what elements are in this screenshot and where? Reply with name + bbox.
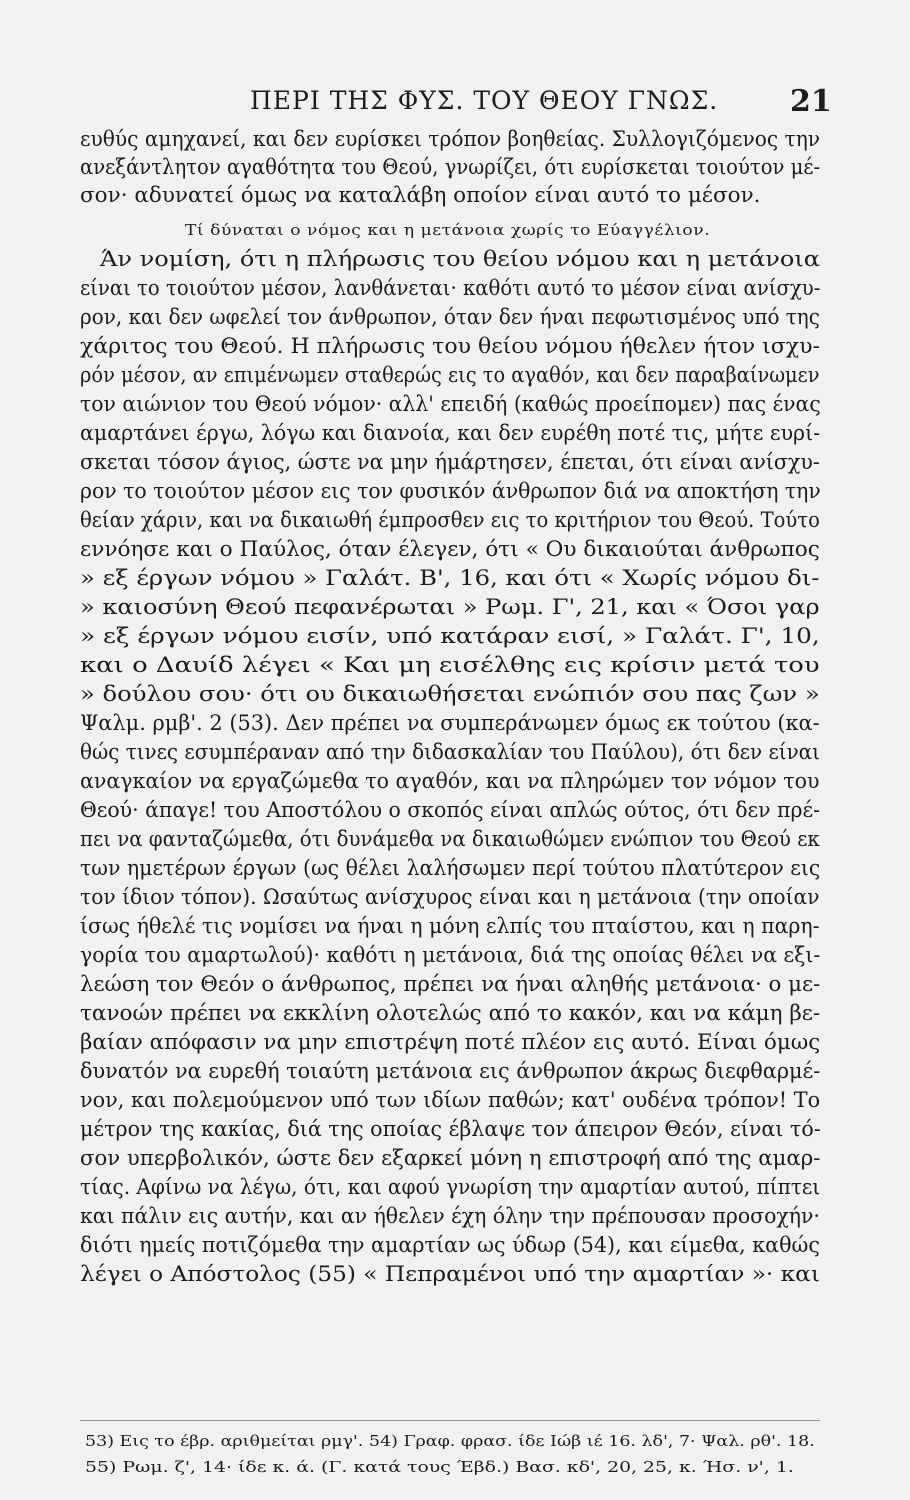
text-line: αμαρτάνει έργω, λόγω και διανοία, και δεν ευρέθη ποτέ τις, μήτε ευρί- bbox=[80, 421, 821, 446]
text-line: των ημετέρων έργων (ως θέλει λαλήσωμεν περί τούτου πλατύτερον εις bbox=[80, 856, 821, 881]
text-line: » καιοσύνη Θεού πεφανέρωται » Ρωμ. Γ', 21, και « Όσοι γαρ bbox=[80, 595, 820, 620]
footnote: 55) Ρωμ. ζ', 14· ίδε κ. ά. (Γ. κατά τους Έβδ.) Βασ. κδ', 20, 25, κ. Ήσ. ν', 1. bbox=[85, 1460, 794, 1476]
text-line: πει να φανταζώμεθα, ότι δυνάμεθα να δικαιωθώμεν ενώπιον του Θεού εκ bbox=[80, 827, 820, 852]
text-line: μέτρον της κακίας, διά της οποίας έβλαψε τον άπειρον Θεόν, είναι τό- bbox=[80, 1117, 821, 1142]
text-line: χάριτος του Θεού. Η πλήρωσις του θείου νόμου ήθελεν ήτον ισχυ- bbox=[80, 334, 820, 359]
text-line: Θεού· άπαγε! του Αποστόλου ο σκοπός είναι απλώς ούτος, ότι δεν πρέ- bbox=[80, 798, 821, 823]
text-line: νον, και πολεμούμενον υπό των ιδίων παθών; κατ' ουδένα τρόπον! Το bbox=[80, 1088, 821, 1113]
running-title: ΠΕΡΙ ΤΗΣ ΦΥΣ. ΤΟΥ ΘΕΟΥ ΓΝΩΣ. bbox=[250, 86, 719, 115]
text-line: διότι ημείς ποτιζόμεθα την αμαρτίαν ως ύδωρ (54), και είμεθα, καθώς bbox=[80, 1233, 820, 1258]
text-line: σκεται τόσον άγιος, ώστε να μην ήμάρτησεν, έπεται, ότι είναι ανίσχυ- bbox=[80, 450, 820, 475]
text-line: τον ίδιον τόπον). Ωσαύτως ανίσχυρος είναι και η μετάνοια (την οποίαν bbox=[80, 885, 820, 910]
text-line: Ψαλμ. ρμβ'. 2 (53). Δεν πρέπει να συμπεράνωμεν όμως εκ τούτου (κα- bbox=[80, 711, 820, 736]
text-line: σον· αδυνατεί όμως να καταλάβη οποίον είναι αυτό το μέσον. bbox=[80, 183, 761, 208]
text-line: ανεξάντλητον αγαθότητα του Θεού, γνωρίζει, ότι ευρίσκεται τοιούτον μέ- bbox=[80, 155, 821, 180]
text-line: » εξ έργων νόμου εισίν, υπό κατάραν εισί, » Γαλάτ. Γ', 10, bbox=[80, 624, 820, 649]
text-line: είναι το τοιούτον μέσον, λανθάνεται· καθότι αυτό το μέσον είναι ανίσχυ- bbox=[80, 276, 821, 301]
text-line: δυνατόν να ευρεθή τοιαύτη μετάνοια εις άνθρωπον άκρως διεφθαρμέ- bbox=[80, 1059, 821, 1084]
footnote: 53) Εις το έβρ. αριθμείται ρμγ'. 54) Γραφ. φρασ. ίδε Ιώβ ιέ 16. λδ', 7· Ψαλ. ρθ'. 18. bbox=[85, 1434, 815, 1450]
text-line: γορία του αμαρτωλού)· καθότι η μετάνοια, διά της οποίας θέλει να εξι- bbox=[80, 943, 821, 968]
text-line: εννόησε και ο Παύλος, όταν έλεγεν, ότι « Ου δικαιούται άνθρωπος bbox=[80, 537, 820, 562]
page-number: 21 bbox=[790, 84, 832, 119]
text-line: λεώση τον Θεόν ο άνθρωπος, πρέπει να ήναι αληθής μετάνοια· ο με- bbox=[80, 972, 821, 997]
text-line: θώς τινες εσυμπέραναν από την διδασκαλίαν του Παύλου), ότι δεν είναι bbox=[80, 740, 820, 765]
text-line: σον υπερβολικόν, ώστε δεν εξαρκεί μόνη η επιστροφή από της αμαρ- bbox=[80, 1146, 821, 1171]
text-line: ίσως ήθελέ τις νομίσει να ήναι η μόνη ελπίς του πταίστου, και η παρη- bbox=[80, 914, 820, 939]
text-line: ευθύς αμηχανεί, και δεν ευρίσκει τρόπον βοηθείας. Συλλογιζόμενος την bbox=[80, 127, 821, 152]
text-line: και ο Δαυίδ λέγει « Και μη εισέλθης εις κρίσιν μετά του bbox=[80, 653, 820, 678]
text-line: » δούλου σου· ότι ου δικαιωθήσεται ενώπιόν σου πας ζων » bbox=[80, 682, 820, 707]
text-line: βαίαν απόφασιν να μην επιστρέψη ποτέ πλέον εις αυτό. Είναι όμως bbox=[80, 1030, 821, 1055]
text-line: Άν νομίση, ότι η πλήρωσις του θείου νόμου και η μετάνοια bbox=[100, 247, 821, 272]
text-line: τίας. Αφίνω να λέγω, ότι, και αφού γνωρίση την αμαρτίαν αυτού, πίπτει bbox=[80, 1175, 821, 1200]
text-line: » εξ έργων νόμου » Γαλάτ. Β', 16, και ότι « Χωρίς νόμου δι- bbox=[80, 566, 820, 591]
text-line: τανοών πρέπει να εκκλίνη ολοτελώς από το κακόν, και να κάμη βε- bbox=[80, 1001, 821, 1026]
text-line: και πάλιν εις αυτήν, και αν ήθελεν έχη όλην την πρέπουσαν προσοχήν· bbox=[80, 1204, 820, 1229]
footnote-divider bbox=[80, 1420, 820, 1421]
text-line: θείαν χάριν, και να δικαιωθή έμπροσθεν εις το κριτήριον του Θεού. Τούτο bbox=[80, 508, 820, 533]
section-subheading: Τί δύναται ο νόμος και η μετάνοια χωρίς το Εύαγγέλιον. bbox=[185, 221, 711, 239]
text-line: αναγκαίον να εργαζώμεθα το αγαθόν, και να πληρώμεν τον νόμον του bbox=[80, 769, 820, 794]
text-line: ρόν μέσον, αν επιμένωμεν σταθερώς εις το αγαθόν, και δεν παραβαίνωμεν bbox=[80, 363, 820, 388]
text-line: ρον το τοιούτον μέσον εις τον φυσικόν άνθρωπον διά να αποκτήση την bbox=[80, 479, 821, 504]
text-line: ρον, και δεν ωφελεί τον άνθρωπον, όταν δεν ήναι πεφωτισμένος υπό της bbox=[80, 305, 820, 330]
text-line: τον αιώνιον του Θεού νόμον· αλλ' επειδή (καθώς προείπομεν) πας ένας bbox=[80, 392, 821, 417]
text-line: λέγει ο Απόστολος (55) « Πεπραμένοι υπό την αμαρτίαν »· και bbox=[80, 1262, 820, 1287]
